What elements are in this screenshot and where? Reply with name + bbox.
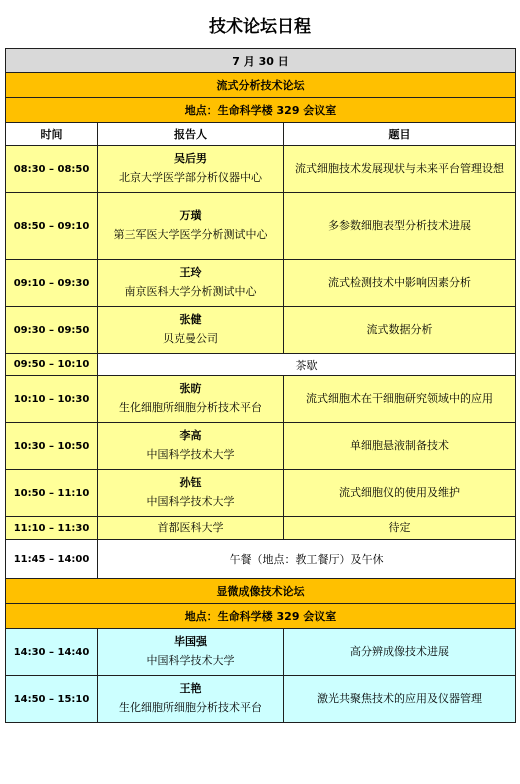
speaker-org: 生化细胞所细胞分析技术平台 <box>119 701 262 714</box>
table-row <box>6 307 516 354</box>
talk-topic <box>284 517 516 540</box>
speaker-org: 贝克曼公司 <box>163 332 218 345</box>
talk-time: 11:10 – 11:30 <box>6 517 98 540</box>
speaker-cell <box>98 517 284 540</box>
talk-topic <box>284 376 516 423</box>
column-header-time: 时间 <box>6 123 98 146</box>
talk-time: 08:50 – 09:10 <box>6 193 98 260</box>
session-location-row <box>6 98 516 123</box>
talk-time: 14:50 – 15:10 <box>6 676 98 723</box>
talk-topic <box>284 629 516 676</box>
speaker-org: 第三军医大学医学分析测试中心 <box>113 228 268 241</box>
speaker-name: 张昉 <box>179 382 202 395</box>
talk-topic <box>284 676 516 723</box>
speaker-name: 王玲 <box>179 266 202 279</box>
speaker-org: 南京医科大学分析测试中心 <box>124 285 257 298</box>
topic-text: 多参数细胞表型分析技术进展 <box>328 219 471 232</box>
talk-time: 10:50 – 11:10 <box>6 470 98 517</box>
speaker-cell <box>98 423 284 470</box>
topic-text: 流式检测技术中影响因素分析 <box>328 276 471 289</box>
topic-text: 流式细胞技术发展现状与未来平台管理设想 <box>295 162 504 175</box>
break-label: 茶歇 <box>98 354 516 376</box>
schedule-table <box>5 48 516 723</box>
speaker-org: 首都医科大学 <box>157 521 224 534</box>
session-title-row <box>6 73 516 98</box>
speaker-cell <box>98 629 284 676</box>
topic-text: 高分辨成像技术进展 <box>350 645 449 658</box>
column-header-speaker: 报告人 <box>98 123 284 146</box>
table-row <box>6 470 516 517</box>
lunch-label: 午餐（地点：教工餐厅）及午休 <box>98 540 516 579</box>
table-row <box>6 260 516 307</box>
speaker-cell <box>98 676 284 723</box>
speaker-name: 万璜 <box>179 209 202 222</box>
table-row <box>6 423 516 470</box>
table-row <box>6 629 516 676</box>
talk-topic <box>284 307 516 354</box>
date-label: 7 月 30 日 <box>6 49 516 73</box>
session-title: 流式分析技术论坛 <box>6 73 516 98</box>
table-row <box>6 146 516 193</box>
speaker-name: 毕国强 <box>174 635 207 648</box>
talk-time: 08:30 – 08:50 <box>6 146 98 193</box>
talk-topic <box>284 470 516 517</box>
session-location: 地点：生命科学楼 329 会议室 <box>6 98 516 123</box>
speaker-org: 中国科学技术大学 <box>146 654 235 667</box>
topic-text: 流式细胞术在干细胞研究领域中的应用 <box>306 392 493 405</box>
speaker-org: 生化细胞所细胞分析技术平台 <box>119 401 262 414</box>
speaker-org: 中国科学技术大学 <box>146 448 235 461</box>
table-row <box>6 517 516 540</box>
talk-topic <box>284 146 516 193</box>
talk-time: 14:30 – 14:40 <box>6 629 98 676</box>
break-row <box>6 354 516 376</box>
speaker-org: 北京大学医学部分析仪器中心 <box>119 171 262 184</box>
topic-text: 待定 <box>388 521 411 534</box>
table-row <box>6 376 516 423</box>
topic-text: 激光共聚焦技术的应用及仪器管理 <box>317 692 482 705</box>
speaker-cell <box>98 307 284 354</box>
session-title: 显微成像技术论坛 <box>6 579 516 604</box>
topic-text: 流式细胞仪的使用及维护 <box>339 486 460 499</box>
speaker-cell <box>98 193 284 260</box>
session-location-row <box>6 604 516 629</box>
speaker-org: 中国科学技术大学 <box>146 495 235 508</box>
topic-text: 单细胞悬液制备技术 <box>350 439 449 452</box>
talk-topic <box>284 193 516 260</box>
talk-time: 09:30 – 09:50 <box>6 307 98 354</box>
speaker-cell <box>98 376 284 423</box>
talk-topic <box>284 423 516 470</box>
table-row <box>6 676 516 723</box>
talk-topic <box>284 260 516 307</box>
column-header-topic: 题目 <box>284 123 516 146</box>
session-location: 地点：生命科学楼 329 会议室 <box>6 604 516 629</box>
speaker-name: 张健 <box>179 313 202 326</box>
page-title: 技术论坛日程 <box>209 17 311 37</box>
talk-time: 09:10 – 09:30 <box>6 260 98 307</box>
speaker-cell <box>98 146 284 193</box>
speaker-name: 吴后男 <box>174 152 207 165</box>
speaker-name: 孙钰 <box>179 476 202 489</box>
speaker-name: 李高 <box>179 429 202 442</box>
session-title-row <box>6 579 516 604</box>
lunch-time: 11:45 – 14:00 <box>6 540 98 579</box>
table-header-row <box>6 123 516 146</box>
speaker-name: 王艳 <box>179 682 202 695</box>
talk-time: 10:10 – 10:30 <box>6 376 98 423</box>
topic-text: 流式数据分析 <box>366 323 433 336</box>
talk-time: 10:30 – 10:50 <box>6 423 98 470</box>
date-row <box>6 49 516 73</box>
speaker-cell <box>98 470 284 517</box>
table-row <box>6 193 516 260</box>
speaker-cell <box>98 260 284 307</box>
break-time: 09:50 – 10:10 <box>6 354 98 376</box>
lunch-row <box>6 540 516 579</box>
